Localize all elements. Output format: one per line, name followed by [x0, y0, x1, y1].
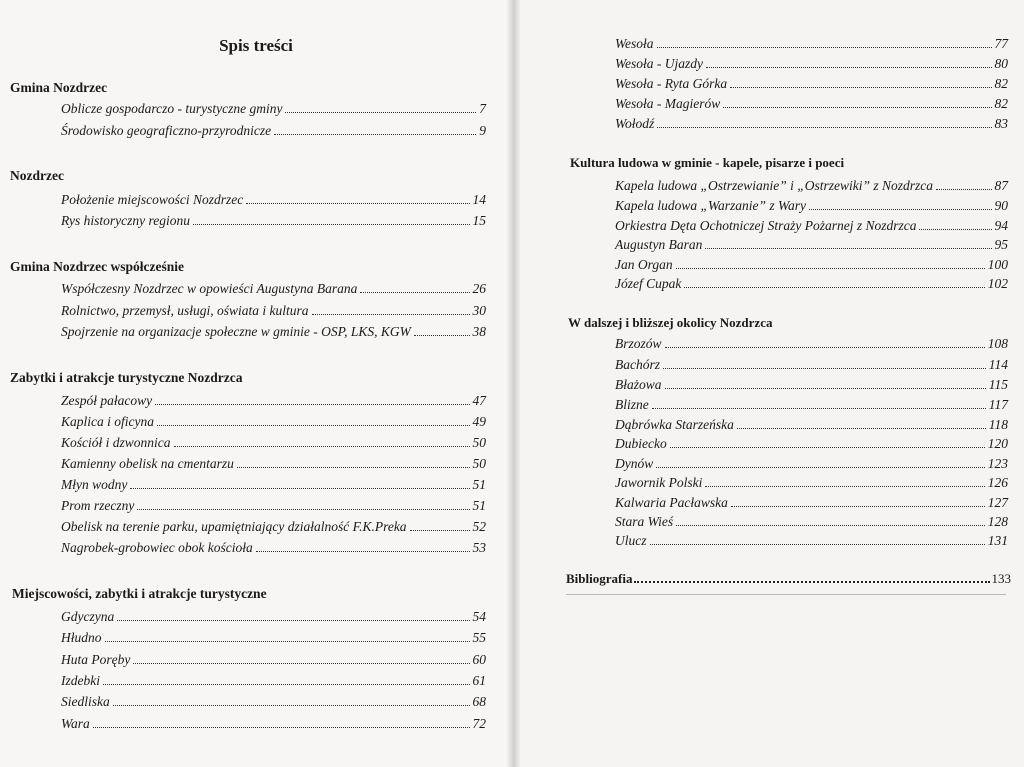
- entry-page: 54: [472, 609, 486, 624]
- entry-page: 102: [987, 276, 1008, 291]
- entry-title: Kościół i dzwonnica: [61, 435, 171, 450]
- toc-entry[interactable]: [61, 392, 486, 410]
- entry-page: 87: [994, 178, 1008, 193]
- leader-dots: [650, 532, 985, 545]
- leader-dots: [737, 416, 986, 429]
- entry-title: Kapela ludowa „Warzanie” z Wary: [615, 198, 807, 213]
- toc-entry[interactable]: [615, 197, 1008, 215]
- toc-entry[interactable]: [615, 356, 1008, 374]
- entry-title: Augustyn Baran: [615, 237, 703, 252]
- toc-entry[interactable]: [615, 494, 1008, 512]
- entry-title: Hłudno: [61, 630, 102, 645]
- toc-entry[interactable]: [615, 416, 1008, 434]
- toc-entry[interactable]: [615, 35, 1008, 53]
- toc-entry[interactable]: [615, 217, 1008, 235]
- leader-dots: [113, 693, 470, 706]
- leader-dots: [634, 570, 989, 583]
- toc-entry[interactable]: [615, 455, 1008, 473]
- toc-entry[interactable]: [615, 55, 1008, 73]
- entry-page: 53: [472, 540, 486, 555]
- leader-dots: [130, 476, 469, 489]
- entry-page: 9: [479, 123, 486, 138]
- section-heading: Miejscowości, zabytki i atrakcje turystyczne: [12, 586, 267, 601]
- entry-page: 26: [472, 281, 486, 296]
- toc-entry[interactable]: [615, 95, 1008, 113]
- leader-dots: [670, 435, 985, 448]
- leader-dots: [705, 474, 984, 487]
- entry-title: Stara Wieś: [615, 514, 674, 529]
- entry-title: Obelisk na terenie parku, upamiętniający działalność F.K.Preka: [61, 519, 407, 534]
- leader-dots: [157, 413, 470, 426]
- toc-entry[interactable]: [61, 629, 486, 647]
- entry-title: Prom rzeczny: [61, 498, 135, 513]
- entry-page: 60: [472, 652, 486, 667]
- toc-entry[interactable]: [61, 518, 486, 536]
- toc-entry[interactable]: [615, 513, 1008, 531]
- toc-entry[interactable]: [61, 191, 486, 209]
- entry-page: 77: [994, 36, 1008, 51]
- entry-title: Kapela ludowa „Ostrzewianie” i „Ostrzewiki” z Nozdrzca: [615, 178, 934, 193]
- leader-dots: [133, 651, 469, 664]
- leader-dots: [105, 629, 470, 642]
- entry-page: 82: [994, 96, 1008, 111]
- entry-title: Spojrzenie na organizacje społeczne w gminie - OSP, LKS, KGW: [61, 324, 411, 339]
- entry-title: Ulucz: [615, 533, 647, 548]
- toc-entry[interactable]: [61, 651, 486, 669]
- toc-entry[interactable]: [61, 122, 486, 140]
- entry-title: Położenie miejscowości Nozdrzec: [61, 192, 244, 207]
- entry-page: 118: [988, 417, 1008, 432]
- leader-dots: [676, 256, 985, 269]
- entry-page: 55: [472, 630, 486, 645]
- entry-title: Siedliska: [61, 694, 110, 709]
- leader-dots: [657, 115, 991, 128]
- toc-entry[interactable]: [61, 280, 486, 298]
- entry-title: Kaplica i oficyna: [61, 414, 154, 429]
- entry-page: 51: [472, 477, 486, 492]
- entry-page: 123: [987, 456, 1008, 471]
- entry-page: 100: [987, 257, 1008, 272]
- section-heading: W dalszej i bliższej okolicy Nozdrzca: [568, 315, 773, 330]
- leader-dots: [360, 280, 469, 293]
- leader-dots: [723, 95, 991, 108]
- entry-title: Jawornik Polski: [615, 475, 703, 490]
- toc-entry[interactable]: [615, 177, 1008, 195]
- section-heading: Zabytki i atrakcje turystyczne Nozdrzca: [10, 370, 243, 385]
- entry-title: Józef Cupak: [615, 276, 682, 291]
- leader-dots: [193, 212, 470, 225]
- entry-title: Wesoła: [615, 36, 654, 51]
- entry-page: 94: [994, 218, 1008, 233]
- toc-entry[interactable]: [61, 413, 486, 431]
- entry-page: 51: [472, 498, 486, 513]
- entry-page: 50: [472, 456, 486, 471]
- entry-title: Wesoła - Ujazdy: [615, 56, 703, 71]
- entry-title: Młyn wodny: [61, 477, 128, 492]
- toc-entry[interactable]: [615, 275, 1008, 293]
- entry-title: Rys historyczny regionu: [61, 213, 190, 228]
- toc-entry[interactable]: [615, 376, 1008, 394]
- leader-dots: [137, 497, 469, 510]
- entry-title: Nagrobek-grobowiec obok kościoła: [61, 540, 253, 555]
- toc-entry[interactable]: [61, 455, 486, 473]
- entry-page: 52: [472, 519, 486, 534]
- toc-entry[interactable]: [61, 608, 486, 626]
- entry-title: Jan Organ: [615, 257, 673, 272]
- leader-dots: [665, 335, 985, 348]
- section-heading: Nozdrzec: [10, 168, 64, 183]
- entry-title: Zespół pałacowy: [61, 393, 153, 408]
- entry-title: Izdebki: [61, 673, 100, 688]
- toc-entry[interactable]: [615, 256, 1008, 274]
- leader-dots: [676, 513, 985, 526]
- leader-dots: [117, 608, 469, 621]
- entry-title: Kamienny obelisk na cmentarzu: [61, 456, 234, 471]
- leader-dots: [285, 100, 476, 113]
- entry-page: 126: [987, 475, 1008, 490]
- entry-page: 49: [472, 414, 486, 429]
- toc-entry[interactable]: [61, 715, 486, 733]
- leader-dots: [731, 494, 985, 507]
- toc-entry[interactable]: [615, 435, 1008, 453]
- entry-title: Huta Poręby: [61, 652, 131, 667]
- leader-dots: [809, 197, 991, 210]
- leader-dots: [652, 396, 986, 409]
- entry-page: 90: [994, 198, 1008, 213]
- entry-page: 117: [988, 397, 1008, 412]
- book-gutter: [506, 0, 520, 767]
- leader-dots: [919, 217, 991, 230]
- entry-page: 114: [988, 357, 1008, 372]
- toc-entry[interactable]: [61, 100, 486, 118]
- entry-title: Dubiecko: [615, 436, 667, 451]
- toc-entry[interactable]: [615, 532, 1008, 550]
- toc-entry[interactable]: [615, 335, 1008, 353]
- entry-page: 120: [987, 436, 1008, 451]
- entry-page: 108: [987, 336, 1008, 351]
- section-heading: Gmina Nozdrzec współcześnie: [10, 259, 184, 274]
- leader-dots: [256, 539, 470, 552]
- entry-page: 14: [472, 192, 486, 207]
- entry-page: 50: [472, 435, 486, 450]
- right-page: [512, 0, 1024, 767]
- entry-page: 95: [994, 237, 1008, 252]
- leader-dots: [657, 35, 992, 48]
- leader-dots: [174, 434, 470, 447]
- entry-page: 133: [991, 571, 1011, 586]
- toc-entry[interactable]: [61, 539, 486, 557]
- entry-title: Bibliografia: [566, 571, 633, 586]
- leader-dots: [684, 275, 984, 288]
- entry-page: 80: [994, 56, 1008, 71]
- entry-title: Rolnictwo, przemysł, usługi, oświata i kultura: [61, 303, 309, 318]
- entry-title: Wesoła - Magierów: [615, 96, 721, 111]
- entry-title: Błażowa: [615, 377, 662, 392]
- entry-page: 15: [472, 213, 486, 228]
- entry-page: 72: [472, 716, 486, 731]
- entry-title: Bachórz: [615, 357, 660, 372]
- toc-entry[interactable]: [61, 302, 486, 320]
- toc-entry[interactable]: [61, 497, 486, 515]
- leader-dots: [665, 376, 986, 389]
- leader-dots: [274, 122, 476, 135]
- entry-title: Gdyczyna: [61, 609, 115, 624]
- toc-entry[interactable]: [615, 474, 1008, 492]
- entry-title: Dynów: [615, 456, 654, 471]
- leader-dots: [155, 392, 469, 405]
- divider: [566, 594, 1006, 595]
- toc-entry[interactable]: [61, 476, 486, 494]
- entry-page: 61: [472, 673, 486, 688]
- entry-title: Kalwaria Pacławska: [615, 495, 728, 510]
- leader-dots: [663, 356, 986, 369]
- toc-entry[interactable]: [61, 672, 486, 690]
- leader-dots: [93, 715, 470, 728]
- entry-title: Wesoła - Ryta Górka: [615, 76, 728, 91]
- toc-entry-bibliography[interactable]: [566, 570, 1011, 588]
- toc-entry[interactable]: [61, 693, 486, 711]
- leader-dots: [730, 75, 991, 88]
- entry-title: Brzozów: [615, 336, 662, 351]
- toc-entry[interactable]: [61, 434, 486, 452]
- entry-page: 127: [987, 495, 1008, 510]
- entry-title: Wołodź: [615, 116, 655, 131]
- leader-dots: [103, 672, 470, 685]
- toc-entry[interactable]: [61, 212, 486, 230]
- entry-title: Środowisko geograficzno-przyrodnicze: [61, 123, 272, 138]
- toc-entry[interactable]: [615, 396, 1008, 414]
- leader-dots: [410, 518, 470, 531]
- toc-entry[interactable]: [615, 75, 1008, 93]
- entry-title: Dąbrówka Starzeńska: [615, 417, 734, 432]
- entry-page: 38: [472, 324, 486, 339]
- leader-dots: [936, 177, 991, 190]
- entry-title: Wara: [61, 716, 90, 731]
- entry-title: Współczesny Nozdrzec w opowieści Augustyna Barana: [61, 281, 358, 296]
- entry-page: 82: [994, 76, 1008, 91]
- entry-page: 83: [994, 116, 1008, 131]
- leader-dots: [706, 55, 992, 68]
- section-heading: Kultura ludowa w gminie - kapele, pisarze i poeci: [570, 155, 845, 170]
- entry-page: 30: [472, 303, 486, 318]
- entry-title: Oblicze gospodarczo - turystyczne gminy: [61, 101, 283, 116]
- leader-dots: [246, 191, 469, 204]
- toc-entry[interactable]: [615, 115, 1008, 133]
- entry-page: 128: [987, 514, 1008, 529]
- page-title: Spis treści: [219, 36, 293, 55]
- entry-page: 131: [987, 533, 1008, 548]
- leader-dots: [312, 302, 470, 315]
- leader-dots: [705, 236, 991, 249]
- entry-page: 7: [479, 101, 486, 116]
- entry-title: Orkiestra Dęta Ochotniczej Straży Pożarnej z Nozdrzca: [615, 218, 917, 233]
- entry-page: 115: [988, 377, 1008, 392]
- toc-entry[interactable]: [615, 236, 1008, 254]
- entry-title: Blizne: [615, 397, 649, 412]
- leader-dots: [414, 323, 470, 336]
- toc-entry[interactable]: [61, 323, 486, 341]
- entry-page: 68: [472, 694, 486, 709]
- leader-dots: [656, 455, 985, 468]
- section-heading: Gmina Nozdrzec: [10, 80, 108, 95]
- leader-dots: [237, 455, 470, 468]
- entry-page: 47: [472, 393, 486, 408]
